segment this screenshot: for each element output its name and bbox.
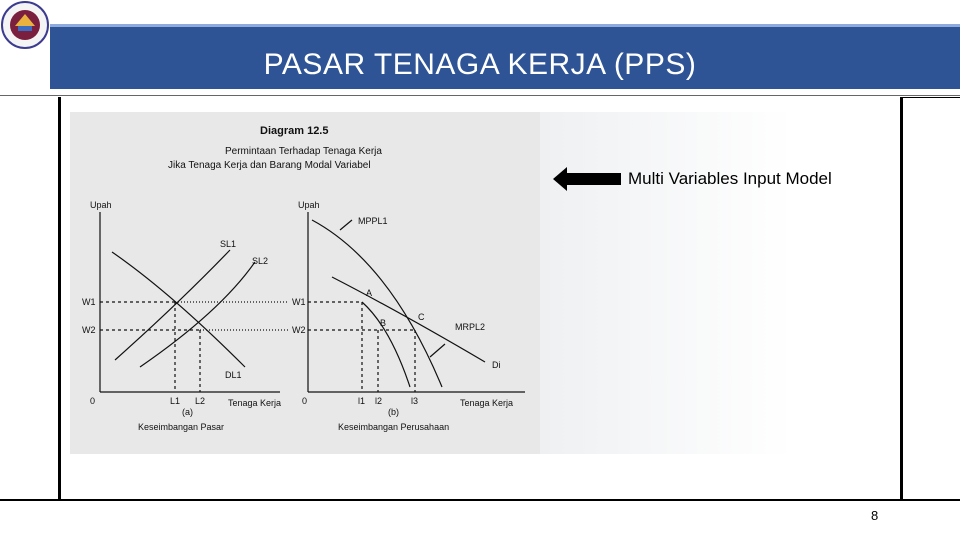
panel-a-panel-label: (a) — [182, 407, 193, 417]
panel-b-caption: Keseimbangan Perusahaan — [338, 422, 450, 432]
panel-a-dl1-curve — [112, 252, 245, 367]
frame-right-border — [900, 97, 903, 500]
panel-b-mrp-label: MRPL2 — [455, 322, 486, 332]
university-logo — [0, 0, 50, 50]
panel-b-mrp-arrow — [430, 344, 445, 357]
panel-a-sl2-label: SL2 — [252, 256, 269, 266]
panel-b-mpp-label: MPPL1 — [358, 216, 388, 226]
panel-a-w1-label: W1 — [82, 297, 96, 307]
panel-a-caption: Keseimbangan Pasar — [138, 422, 225, 432]
figure-title: Diagram 12.5 — [260, 125, 329, 137]
frame-bottom-border — [0, 499, 960, 501]
panel-b-l2-label: l2 — [375, 396, 383, 406]
panel-a-y-label: Upah — [90, 200, 112, 210]
panel-a — [100, 212, 288, 392]
page-number: 8 — [871, 508, 879, 523]
panel-a-l1-label: L1 — [170, 396, 181, 406]
page-title: PASAR TENAGA KERJA (PPS) — [263, 48, 697, 81]
divider — [0, 95, 960, 96]
panel-b-panel-label: (b) — [388, 407, 399, 417]
frame-top-right-border — [900, 97, 960, 98]
model-caption: Multi Variables Input Model — [628, 169, 832, 188]
panel-b-origin: 0 — [302, 396, 308, 406]
panel-b-mpp-arrow — [340, 220, 352, 230]
arrow-left-icon — [553, 166, 623, 192]
figure-subtitle-1: Permintaan Terhadap Tenaga Kerja — [225, 146, 382, 157]
panel-b-w1-label: W1 — [292, 297, 306, 307]
panel-b-mpp-curve — [312, 220, 442, 387]
panel-a-origin: 0 — [90, 396, 96, 406]
background-fade — [540, 112, 900, 454]
labor-demand-diagram — [70, 112, 540, 454]
panel-a-dl1-label: DL1 — [225, 370, 242, 380]
panel-a-sl1-label: SL1 — [220, 239, 237, 249]
frame-left-border — [58, 97, 61, 500]
panel-b-x-label: Tenaga Kerja — [460, 398, 514, 408]
panel-b-w2-label: W2 — [292, 325, 306, 335]
panel-b-l3-label: l3 — [411, 396, 419, 406]
panel-b-l1-label: l1 — [358, 396, 366, 406]
panel-b-point-b: B — [380, 318, 387, 328]
panel-a-x-label: Tenaga Kerja — [228, 398, 282, 408]
panel-a-w2-label: W2 — [82, 325, 96, 335]
figure-subtitle-2: Jika Tenaga Kerja dan Barang Modal Variabel — [168, 160, 371, 171]
panel-a-l2-label: L2 — [195, 396, 206, 406]
panel-b-point-c: C — [418, 312, 425, 322]
panel-b-y-label: Upah — [298, 200, 320, 210]
panel-a-sl2-curve — [140, 262, 255, 367]
panel-b-di-label: Di — [492, 360, 501, 370]
panel-b-point-a: A — [366, 288, 373, 298]
